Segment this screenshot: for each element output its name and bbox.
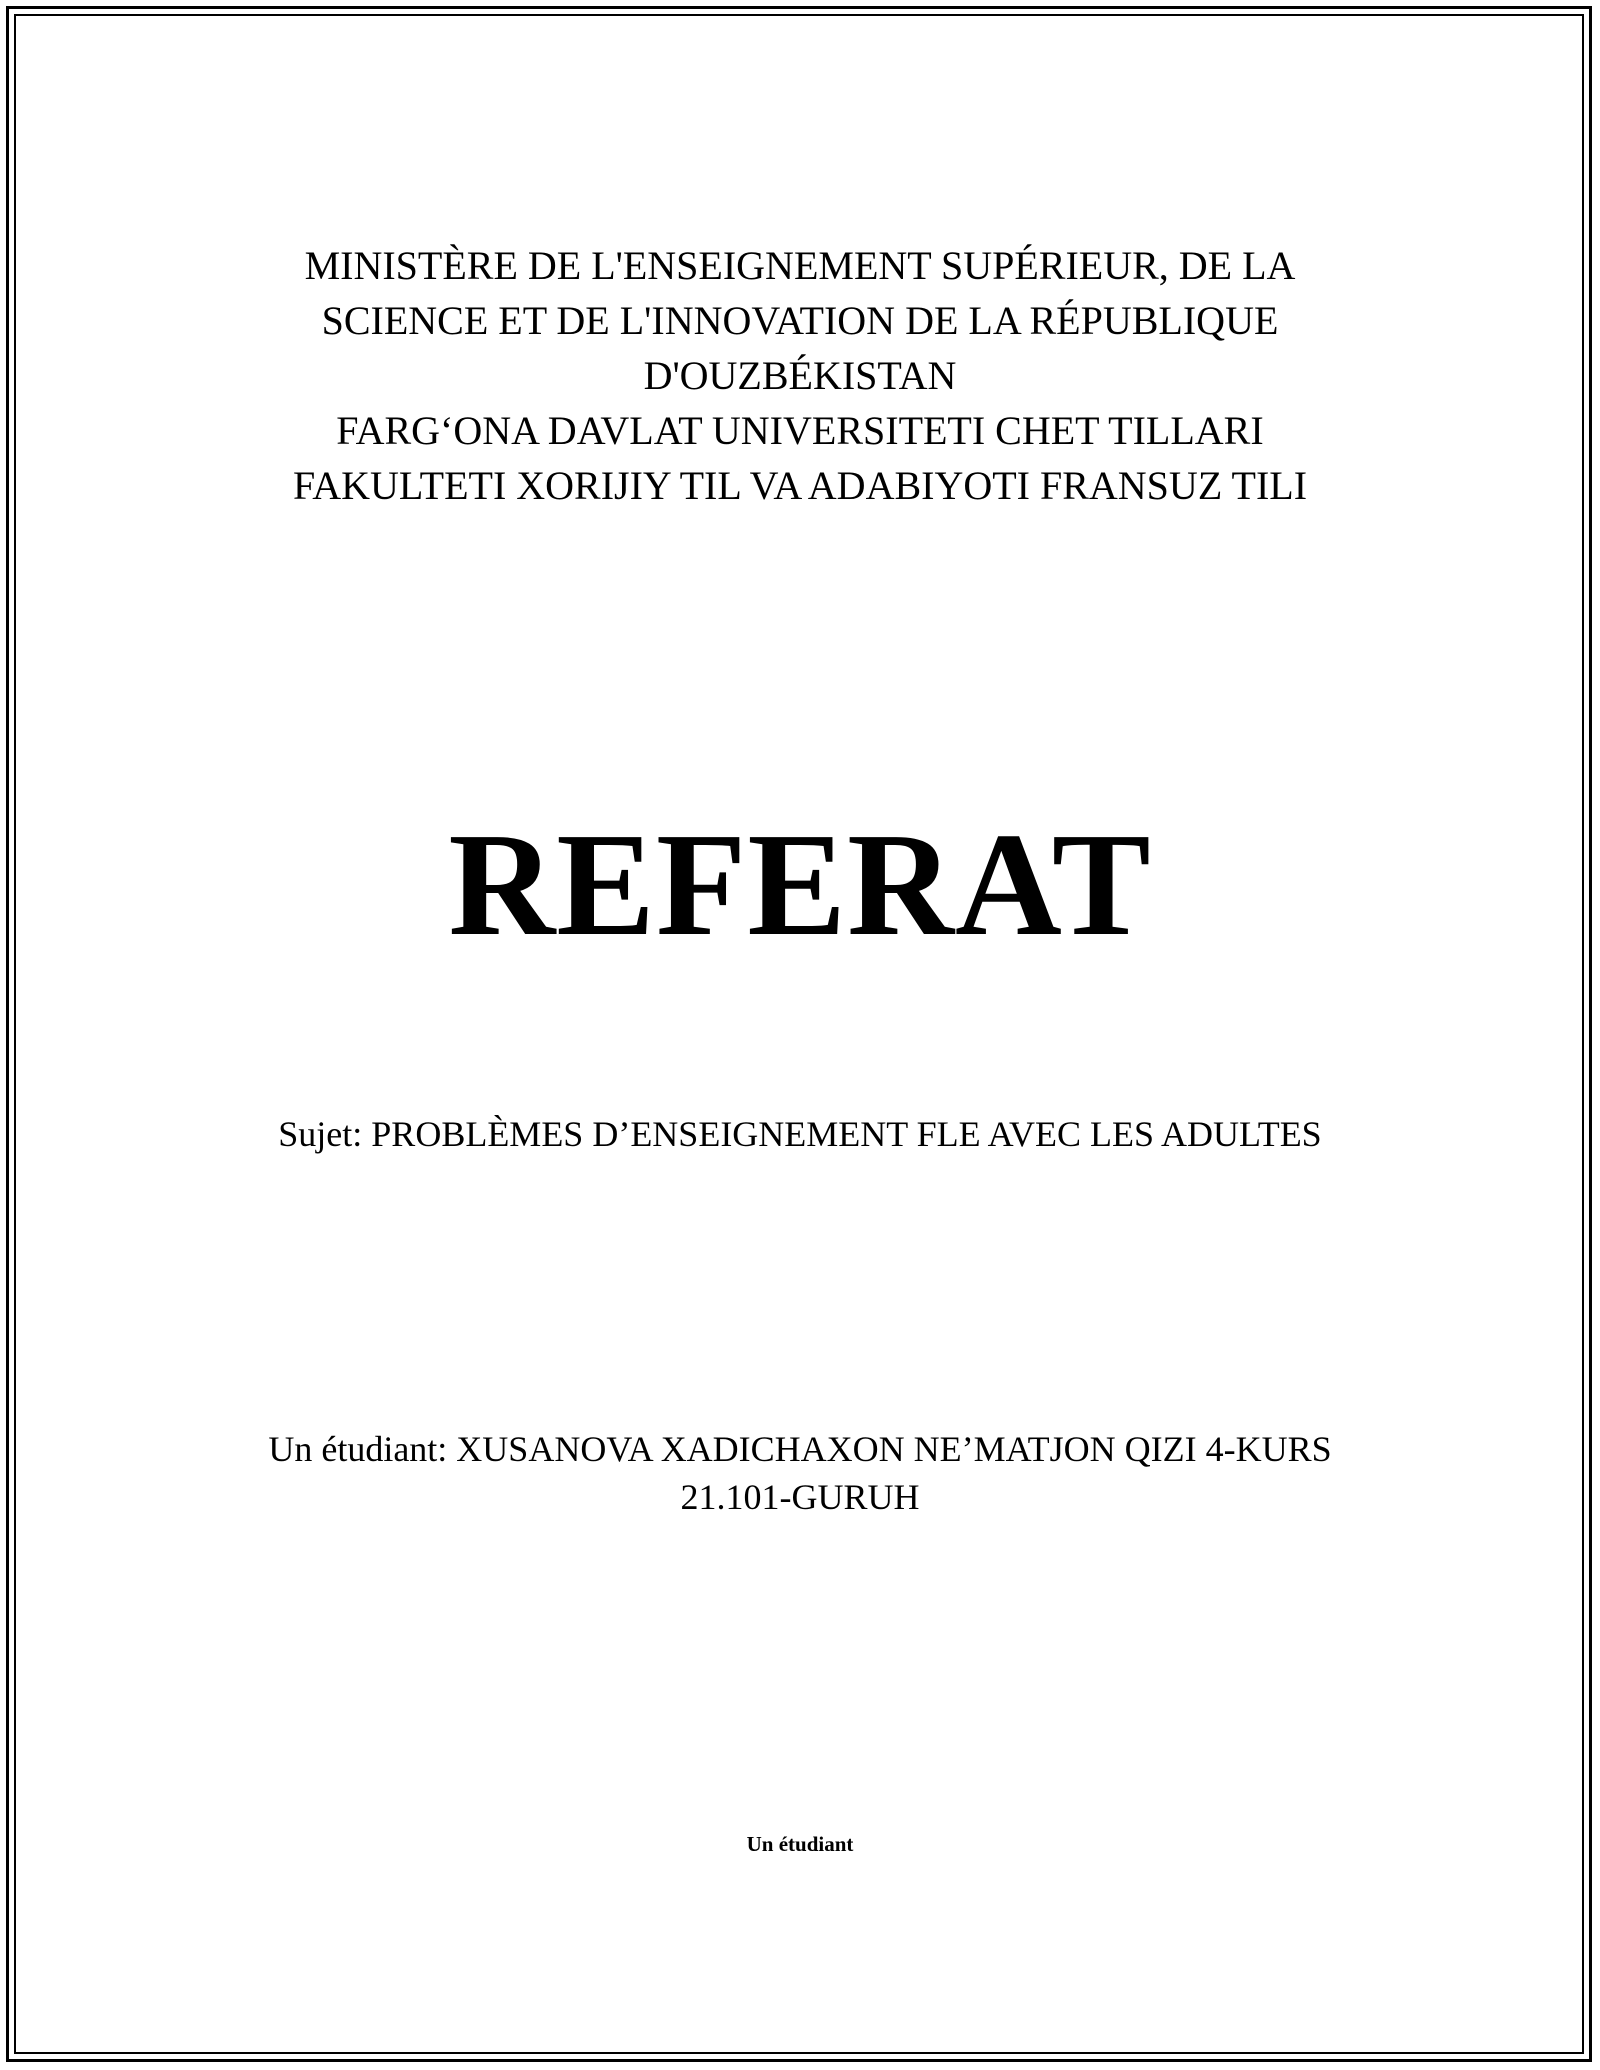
header-line: D'OUZBÉKISTAN [643,353,957,398]
student-line: Un étudiant: XUSANOVA XADICHAXON NE’MATJON QIZI 4-KURS [268,1429,1332,1469]
footer-label: Un étudiant [746,1832,854,1856]
header-line: FARG‘ONA DAVLAT UNIVERSITETI CHET TILLARI [336,408,1264,453]
subject-line: Sujet: PROBLÈMES D’ENSEIGNEMENT FLE AVEC LES ADULTES [278,1114,1322,1154]
header-line: FAKULTETI XORIJIY TIL VA ADABIYOTI FRANSUZ TILI [292,463,1308,508]
institution-header [0,238,1600,513]
document-title: REFERAT [448,803,1152,967]
student-info [0,1425,1600,1521]
header-line: SCIENCE ET DE L'INNOVATION DE LA RÉPUBLIQUE [321,298,1279,343]
header-line: MINISTÈRE DE L'ENSEIGNEMENT SUPÉRIEUR, DE LA [304,243,1296,288]
student-line: 21.101-GURUH [680,1477,920,1517]
